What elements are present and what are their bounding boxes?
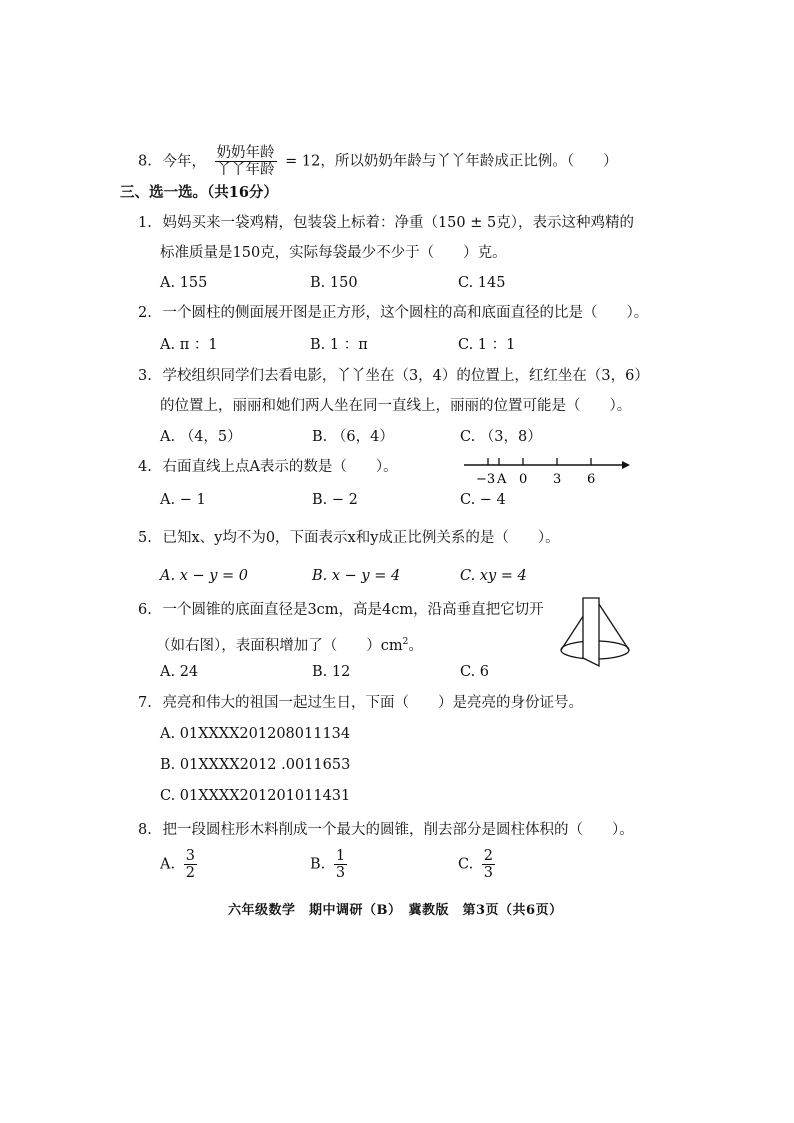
question-1-line-2: 标准质量是150克，实际每袋最少不少于（ ）克。 [160,245,507,261]
option-a[interactable]: A. 01XXXX201208011134 [160,726,351,742]
question-text-suffix: = 12，所以奶奶年龄与丫丫年龄成正比例。（ ） [285,153,618,170]
question-number: 6. [138,602,152,618]
question-5 [138,528,560,548]
question-text: 学校组织同学们去看电影，丫丫坐在（3，4）的位置上，红红坐在（3，6） [162,368,649,384]
option-b[interactable]: B. 150 [310,275,358,291]
option-a[interactable]: A. π ：1 [160,337,218,353]
tick-label: 6 [587,472,596,487]
question-number: 8. [138,153,152,170]
option-a[interactable]: A. （4，5） [160,429,242,445]
option-c[interactable]: C. 01XXXX201201011431 [160,788,351,804]
option-fraction [482,848,495,881]
option-fraction [184,848,197,881]
fraction-numerator: 2 [483,848,494,864]
option-b[interactable] [310,848,351,881]
question-text: 妈妈买来一袋鸡精，包装袋上标着：净重（150 ± 5克），表示这种鸡精的 [162,215,634,231]
cutting-plane [583,598,599,666]
option-a[interactable]: A. x − y = 0 [160,568,249,584]
option-c[interactable]: C. 6 [460,664,490,680]
question-number: 3. [138,368,152,384]
question-number: 7. [138,695,152,711]
question-number: 2. [138,305,152,321]
option-b[interactable]: B. 1 ：π [310,337,368,353]
tick-label: −3 [476,472,496,487]
question-text: 已知x、y均不为0，下面表示x和y成正比例关系的是（ ）。 [162,530,560,546]
option-a[interactable]: A. 24 [160,664,199,680]
question-text: （如右图），表面积增加了（ ）cm [156,637,403,654]
unit-superscript: 2 [402,637,409,647]
question-3-line-1 [138,366,649,386]
question-4 [138,457,398,477]
question-number: 4. [138,459,152,475]
option-c[interactable]: C. 145 [458,275,506,291]
question-6-line-1 [138,600,544,620]
question-text-prefix: 今年， [162,153,206,170]
question-6-line-2 [156,632,423,656]
fraction-numerator: 1 [335,848,346,864]
tick-label: A [497,472,507,487]
question-2 [138,303,648,323]
question-text: 右面直线上点A表示的数是（ ）。 [162,459,398,475]
option-label: A. [160,856,176,873]
fraction-denominator: 3 [483,865,494,881]
page-footer: 六年级数学 期中调研（B） 冀教版 第3页（共6页） [228,903,563,918]
option-c[interactable]: C. xy = 4 [460,568,527,584]
fraction-numerator: 3 [185,848,195,864]
tick-label: 3 [553,472,562,487]
option-c[interactable]: C. （3，8） [460,429,542,445]
question-number: 8. [138,822,152,838]
option-b[interactable]: B. x − y = 4 [312,568,401,584]
option-a[interactable]: A. 155 [160,275,208,291]
option-a[interactable]: A. − 1 [160,492,206,508]
age-fraction [215,145,277,178]
cone-figure [552,592,642,670]
question-3-line-2: 的位置上，丽丽和她们两人坐在同一直线上，丽丽的位置可能是（ ）。 [160,398,632,414]
fraction-denominator: 丫丫年龄 [216,162,275,178]
question-1-line-1 [138,213,634,233]
fraction-denominator: 3 [335,865,346,881]
option-b[interactable]: B. − 2 [312,492,358,508]
question-8 [138,820,634,840]
option-fraction [334,848,347,881]
arrow-head-icon [622,461,630,469]
option-b[interactable]: B. 12 [312,664,351,680]
question-number: 1. [138,215,152,231]
judge-q8 [138,145,618,178]
number-line [462,450,632,488]
option-label: C. [458,856,474,873]
option-b[interactable]: B. 01XXXX2012 .0011653 [160,757,351,773]
option-b[interactable]: B. （6，4） [312,429,394,445]
option-label: B. [310,856,326,873]
section-title: 三、选一选。（共16分） [120,184,278,201]
question-text: 把一段圆柱形木料削成一个最大的圆锥，削去部分是圆柱体积的（ ）。 [162,822,634,838]
question-7 [138,693,583,713]
option-c[interactable]: C. − 4 [460,492,506,508]
fraction-denominator: 2 [185,865,195,881]
question-text: 一个圆柱的侧面展开图是正方形，这个圆柱的高和底面直径的比是（ ）。 [162,305,649,321]
question-text: 一个圆锥的底面直径是3cm，高是4cm，沿高垂直把它切开 [162,602,544,618]
question-text: 亮亮和伟大的祖国一起过生日，下面（ ）是亮亮的身份证号。 [162,695,583,711]
question-text-end: 。 [408,637,423,654]
tick-label: 0 [519,472,528,487]
question-number: 5. [138,530,152,546]
fraction-numerator: 奶奶年龄 [216,145,275,161]
option-c[interactable]: C. 1 ：1 [458,337,516,353]
option-a[interactable] [160,848,201,881]
option-c[interactable] [458,848,499,881]
